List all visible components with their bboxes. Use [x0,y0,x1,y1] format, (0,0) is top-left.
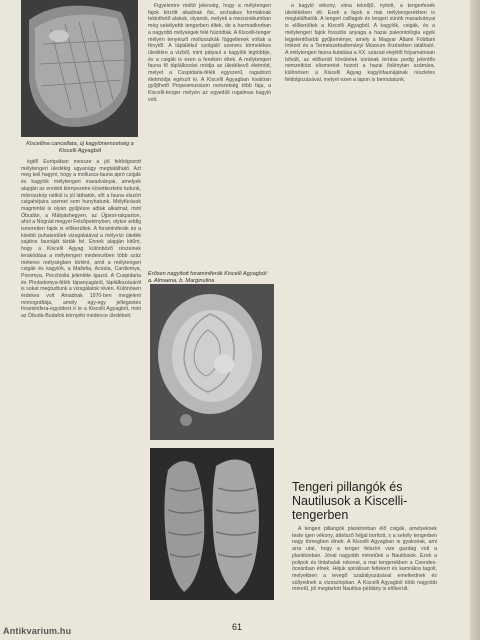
text-column-2 [148,3,271,185]
text-column-1 [21,159,141,597]
text-column-3 [285,3,435,341]
shell-caption: Kiscellina cancellata, új kagylónemzetség a Kiscelli Agyagból [26,141,134,154]
shell-fossil-image [21,0,138,137]
almaena-fossil-image [150,284,274,440]
foraminifera-photo-a [150,284,274,440]
site-watermark: Antikvarium.hu [3,626,72,636]
page-edge [470,0,480,640]
text-column-4 [292,526,437,618]
foraminifera-caption: Erősen nagyított foraminiferák Kiscelli Agyagból: a. Almaena, b. Marginulina [148,271,268,284]
column-3-text: a kagyló vékony, sima teknőjű, nyitott, a tengerfenék üledékében élt. Ezek a fajok a mai mélytengerekben is megtalálhatók. A tengeri csillagok és tengeri sünök maradványai is előkerültek a Kiscelli Agyagból. A kagylók, csigák, és a mélytengeri fajok fosszilis anyaga a hazai paleontológia egyik legjelentősebb gyűjteménye, amely a Magyar Állami Földtani Intézet és a Természettudományi Múzeum őrzésében található. A mélytengeri fauna kutatása a XX. század elejétől folyamatosan bővült, az előkerült kövületek sorának leírása pedig jelentős nemzetközi elismerést hozott a hazai őslénytan számára, különösen a Kiscelli Agyag kagylófaunájának részletes feldolgozásával, melyet ezen a lapon is bemutatunk. [285,3,435,83]
section-heading: Tengeri pillangók és Nautilusok a Kiscelli-tengerben [292,480,408,522]
column-2-text: Figyelemre méltó jelenség, hogy a mélytengeri fajok között akadnak ősi, archaikus formáknak tekinthető alakok, olyanok, melyek a mezozoikumban még sekélyebb tengerben éltek, de a harmadkorban a nagyobb mélységek felé húzódtak. A Kiscelli-tenger mélyén tenyésző mollusszkák függetlenek voltak a fénytől. A táplálékul szolgáló szerves törmelékes üledékre a vízből, mint pályaul a kagylók legtöbbje, és a csigák is ezen a fenékén éltek. A mélytengeri fauna fő táplálkozási módja az üledékevő életmód, melyet a Cuspidaria-félék egyszerű, ragadozó életmódja egészít ki. A Kiscelli Agyagban kiválóan gyűjthető Propeamussium nemzetség több faja, a Kiscelli-tenger mélyén az egyedüli rugalmas kagyló volt. [148,3,271,103]
column-4-text: A tengeri pillangók planktonban élő csigák, amelyeknek teste igen vékony, áttetsző héjjal borított, s a sekély tengerben nagy tömegben élnek. A Kiscelli Agyagban is gyakoriak, ami arra utal, hogy a tenger felszíni vize gazdag volt a planktonban. Jóval nagyobb méretűek a Nautilusok. Ezek a polipok és tintahalak rokonai, a mai tengerekben a Csendes-óceánban élnek. Héjuk spirálisan feltekert és kamrákra tagolt, melyekben a levegő szabályozásával emelkednek és süllyednek a vízoszlopban. A Kiscelli Agyagból több nagyobb méretű, jól megtartott Nautilus-példány is előkerült. [292,526,437,593]
marginulina-fossil-image [150,448,274,600]
shell-photo [21,0,138,137]
column-1-text: égtől Európában messze a jól feldolgozott mélytengeri üledékig ugyanúgy megtalálható. Azt meg kell hagyni, hogy a mollusca-fauna apró csigák és kagylók mélytengeri maradványai, amelyek alapján az eredeti környezetre következtetni tudunk, mikroszkóp nélkül is jól láthatók, sőt a fauna elszórt csigahéjaira szemet sem hunyhatunk. Mélyfúrások magmintái is olyan gyűjtésre adtak alkalmat, mint Óbudán, a Mátyáshegyen, az Újpest-rakparton, ahol a Nógrád megyei Felsőpetényben, olykor eddig ismeretlen fajok is előkerültek. A foraminiferák és a kisebb puhatestűek vizsgálatával a mélyvízi üledék sajátos faunáját tárták fel. Ennek alapján kitűnt, hogy a Kiscelli Agyag különböző részeinek lerakódása a mélytengeri medencében több száz méteres mélységben történt, amit a mélytengeri csigák és kagylók, a Malletia, Acesta, Cardiomya, Poromya, Pecchiolia jelenléte igazol. A Cuspidaria és Pholadomya-félék tápanyagáról, táplálkozásáról is sokat megtudtunk a vizsgálatok révén. Különösen érdekes volt Amadnak 1970-ben megjelent monográfiája, amely egy-egy jellegzetes foraminifera-együttest ír le a Kiscelli Agyagból, mint az Óbuda-Budafok környéki medence üledékeit. [21,159,141,320]
page-number: 61 [232,622,243,632]
foraminifera-photo-b [150,448,274,600]
